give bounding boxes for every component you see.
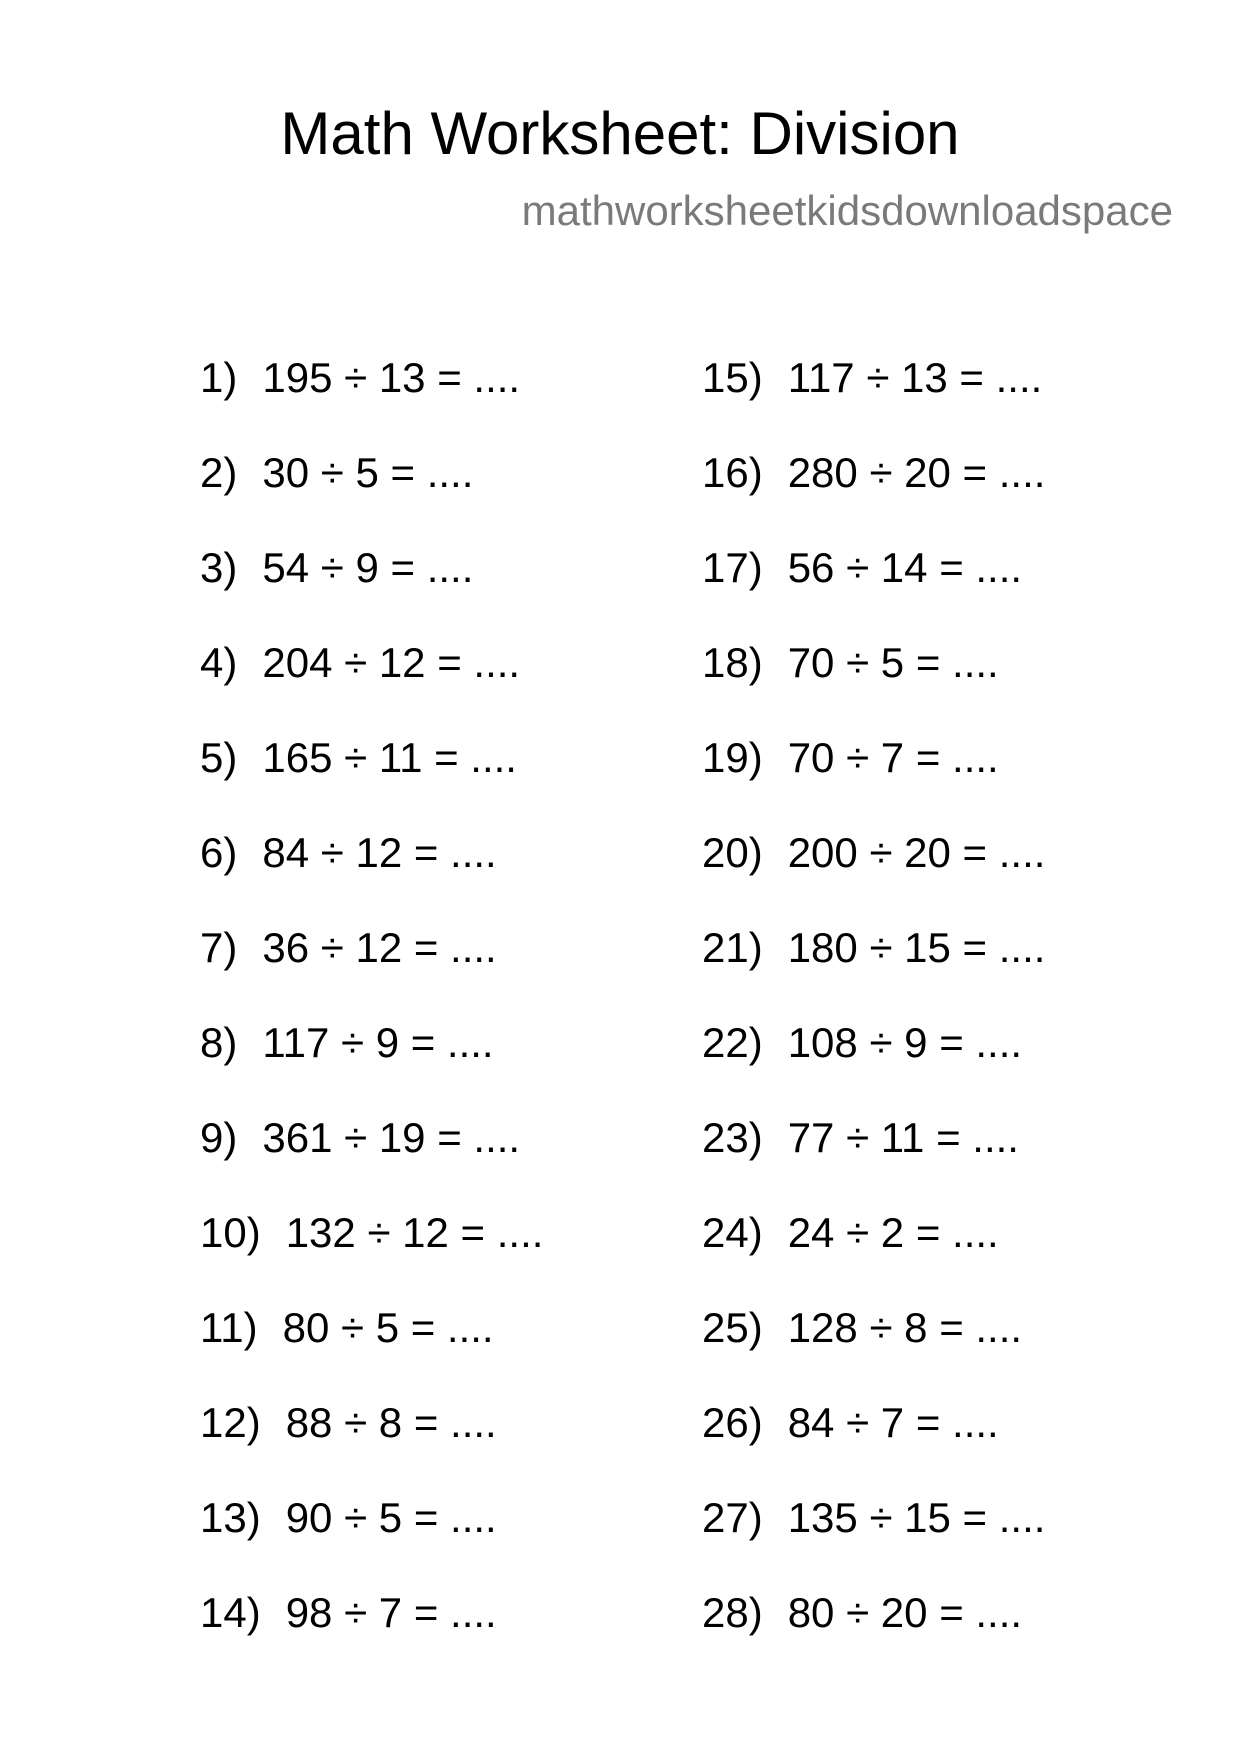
problem-expression: 30 ÷ 5 = ....: [262, 449, 474, 496]
problem-number: 2): [200, 449, 238, 496]
problem-number: 26): [702, 1399, 763, 1446]
problem-number: 11): [200, 1304, 258, 1351]
problem-number: 28): [702, 1589, 763, 1636]
problem-item: [200, 1393, 543, 1488]
problem-item: [200, 1583, 543, 1678]
problem-number: 13): [200, 1494, 261, 1541]
problem-expression: 98 ÷ 7 = ....: [285, 1589, 497, 1636]
problem-number: 6): [200, 829, 238, 876]
problem-expression: 204 ÷ 12 = ....: [262, 639, 521, 686]
problem-number: 5): [200, 734, 238, 781]
problem-number: 8): [200, 1019, 238, 1066]
problem-item: [200, 823, 543, 918]
problem-column-right: [702, 348, 1045, 1678]
problem-item: [200, 538, 543, 633]
problem-item: [200, 1108, 543, 1203]
problem-item: [702, 1203, 1045, 1298]
problem-expression: 24 ÷ 2 = ....: [787, 1209, 999, 1256]
problem-item: [702, 1488, 1045, 1583]
problem-expression: 117 ÷ 13 = ....: [787, 354, 1043, 401]
problem-expression: 195 ÷ 13 = ....: [262, 354, 521, 401]
problem-expression: 280 ÷ 20 = ....: [787, 449, 1046, 496]
problem-number: 4): [200, 639, 238, 686]
problem-item: [702, 728, 1045, 823]
problem-number: 25): [702, 1304, 763, 1351]
problem-item: [200, 1298, 543, 1393]
problem-item: [702, 823, 1045, 918]
problem-item: [702, 1013, 1045, 1108]
problem-number: 21): [702, 924, 763, 971]
problem-item: [200, 443, 543, 538]
problem-item: [200, 1203, 543, 1298]
problem-number: 23): [702, 1114, 763, 1161]
problem-number: 12): [200, 1399, 261, 1446]
problem-expression: 70 ÷ 7 = ....: [787, 734, 999, 781]
problem-number: 17): [702, 544, 763, 591]
problem-number: 24): [702, 1209, 763, 1256]
problem-item: [200, 348, 543, 443]
problem-item: [702, 633, 1045, 728]
page-title: Math Worksheet: Division: [280, 100, 960, 167]
problem-expression: 132 ÷ 12 = ....: [285, 1209, 544, 1256]
problem-number: 1): [200, 354, 238, 401]
problem-expression: 108 ÷ 9 = ....: [787, 1019, 1023, 1066]
problem-expression: 70 ÷ 5 = ....: [787, 639, 999, 686]
problem-expression: 84 ÷ 7 = ....: [787, 1399, 999, 1446]
problem-number: 3): [200, 544, 238, 591]
problem-number: 19): [702, 734, 763, 781]
problem-number: 14): [200, 1589, 261, 1636]
problem-number: 27): [702, 1494, 763, 1541]
problem-expression: 180 ÷ 15 = ....: [787, 924, 1046, 971]
problem-expression: 56 ÷ 14 = ....: [787, 544, 1023, 591]
problem-expression: 200 ÷ 20 = ....: [787, 829, 1046, 876]
problem-expression: 117 ÷ 9 = ....: [262, 1019, 494, 1066]
problem-number: 20): [702, 829, 763, 876]
problem-item: [702, 1108, 1045, 1203]
site-watermark: mathworksheetkidsdownloadspace: [521, 187, 1173, 234]
problem-item: [200, 1013, 543, 1108]
problem-item: [702, 443, 1045, 538]
problem-expression: 84 ÷ 12 = ....: [262, 829, 497, 876]
problem-expression: 80 ÷ 20 = ....: [787, 1589, 1023, 1636]
problem-item: [200, 633, 543, 728]
problem-expression: 128 ÷ 8 = ....: [787, 1304, 1023, 1351]
problem-item: [200, 1488, 543, 1583]
problem-item: [702, 1298, 1045, 1393]
problem-item: [702, 918, 1045, 1013]
problem-expression: 361 ÷ 19 = ....: [262, 1114, 521, 1161]
problem-expression: 54 ÷ 9 = ....: [262, 544, 474, 591]
problem-number: 7): [200, 924, 238, 971]
problem-expression: 36 ÷ 12 = ....: [262, 924, 497, 971]
problem-item: [200, 918, 543, 1013]
problem-item: [702, 1393, 1045, 1488]
problem-item: [702, 348, 1045, 443]
problem-expression: 90 ÷ 5 = ....: [285, 1494, 497, 1541]
problem-number: 15): [702, 354, 763, 401]
problem-number: 10): [200, 1209, 261, 1256]
problem-column-left: [200, 348, 543, 1678]
problem-number: 9): [200, 1114, 238, 1161]
problem-expression: 135 ÷ 15 = ....: [787, 1494, 1046, 1541]
problem-expression: 165 ÷ 11 = ....: [262, 734, 517, 781]
problem-number: 18): [702, 639, 763, 686]
problem-item: [200, 728, 543, 823]
problem-expression: 88 ÷ 8 = ....: [285, 1399, 497, 1446]
problem-number: 22): [702, 1019, 763, 1066]
problem-expression: 77 ÷ 11 = ....: [787, 1114, 1019, 1161]
problem-expression: 80 ÷ 5 = ....: [282, 1304, 494, 1351]
problem-item: [702, 1583, 1045, 1678]
problem-item: [702, 538, 1045, 633]
problem-number: 16): [702, 449, 763, 496]
